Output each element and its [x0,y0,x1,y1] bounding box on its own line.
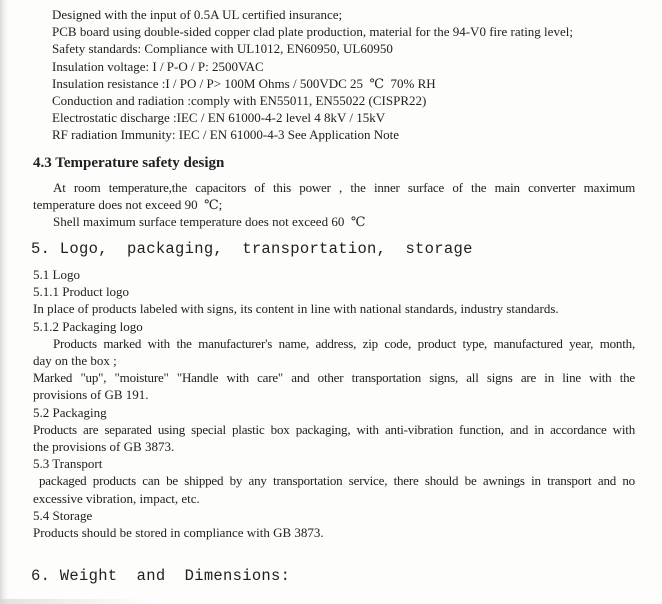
text-line: Shell maximum surface temperature does not exceed 60 ℃ [53,213,366,229]
text-line: 5.3 Transport [33,456,103,472]
text-line: Products are separated using special plastic box packaging, with anti-vibration function, and in accordance with [33,421,635,437]
text-line: provisions of GB 191. [33,387,149,403]
text-line: Products marked with the manufacturer's name, address, zip code, product type, manufactured year, month, [53,335,635,351]
temperature-safety-paragraph [33,179,635,231]
text-line: Products should be stored in compliance with GB 3873. [33,524,324,540]
text-line: Insulation voltage: I / P-O / P: 2500VAC [52,58,264,74]
text-line: 5.4 Storage [33,507,93,523]
text-line: excessive vibration, impact, etc. [33,490,200,506]
text-line: Marked "up", "moisture" "Handle with care" and other transportation signs, all signs are in line with the [33,370,635,386]
text-line: 5.1.1 Product logo [33,284,130,300]
text-line: Safety standards: Compliance with UL1012, EN60950, UL60950 [52,41,393,57]
text-line: Conduction and radiation :comply with EN55011, EN55022 (CISPR22) [52,92,427,108]
text-line: 5.1.2 Packaging logo [33,318,143,334]
text-line: the provisions of GB 3873. [33,438,175,454]
text-line: day on the box ; [33,353,117,368]
section-heading-logo-packaging: 5. Logo, packaging, transportation, storage [31,240,473,259]
text-line: In place of products labeled with signs, its content in line with national standards, industry standards. [33,301,559,317]
text-line: 5.1 Logo [33,267,80,283]
text-line: At room temperature,the capacitors of this power , the inner surface of the main converter maximum [53,179,635,195]
text-line: 5.2 Packaging [33,404,107,420]
text-line: packaged products can be shipped by any transportation service, there should be awnings in transport and no [39,473,635,489]
text-line: Designed with the input of 0.5A UL certified insurance; [52,7,343,22]
text-line: temperature does not exceed 90 ℃; [33,196,223,212]
safety-spec-list [33,6,635,144]
text-line: Insulation resistance :I / PO / P> 100M Ohms / 500VDC 25 ℃ 70% RH [52,75,436,91]
section-heading-weight-dimensions: 6. Weight and Dimensions: [31,567,291,586]
text-line: Electrostatic discharge :IEC / EN 61000-4-2 level 4 8kV / 15kV [52,110,386,126]
logo-packaging-paragraphs [33,266,635,541]
scan-bottom-smudge [0,599,150,604]
text-line: RF radiation Immunity: IEC / EN 61000-4-3 See Application Note [52,127,399,143]
section-heading-temperature-safety: 4.3 Temperature safety design [33,154,225,171]
text-line: PCB board using double-sided copper clad plate production, material for the 94-V0 fire rating level; [52,24,573,40]
